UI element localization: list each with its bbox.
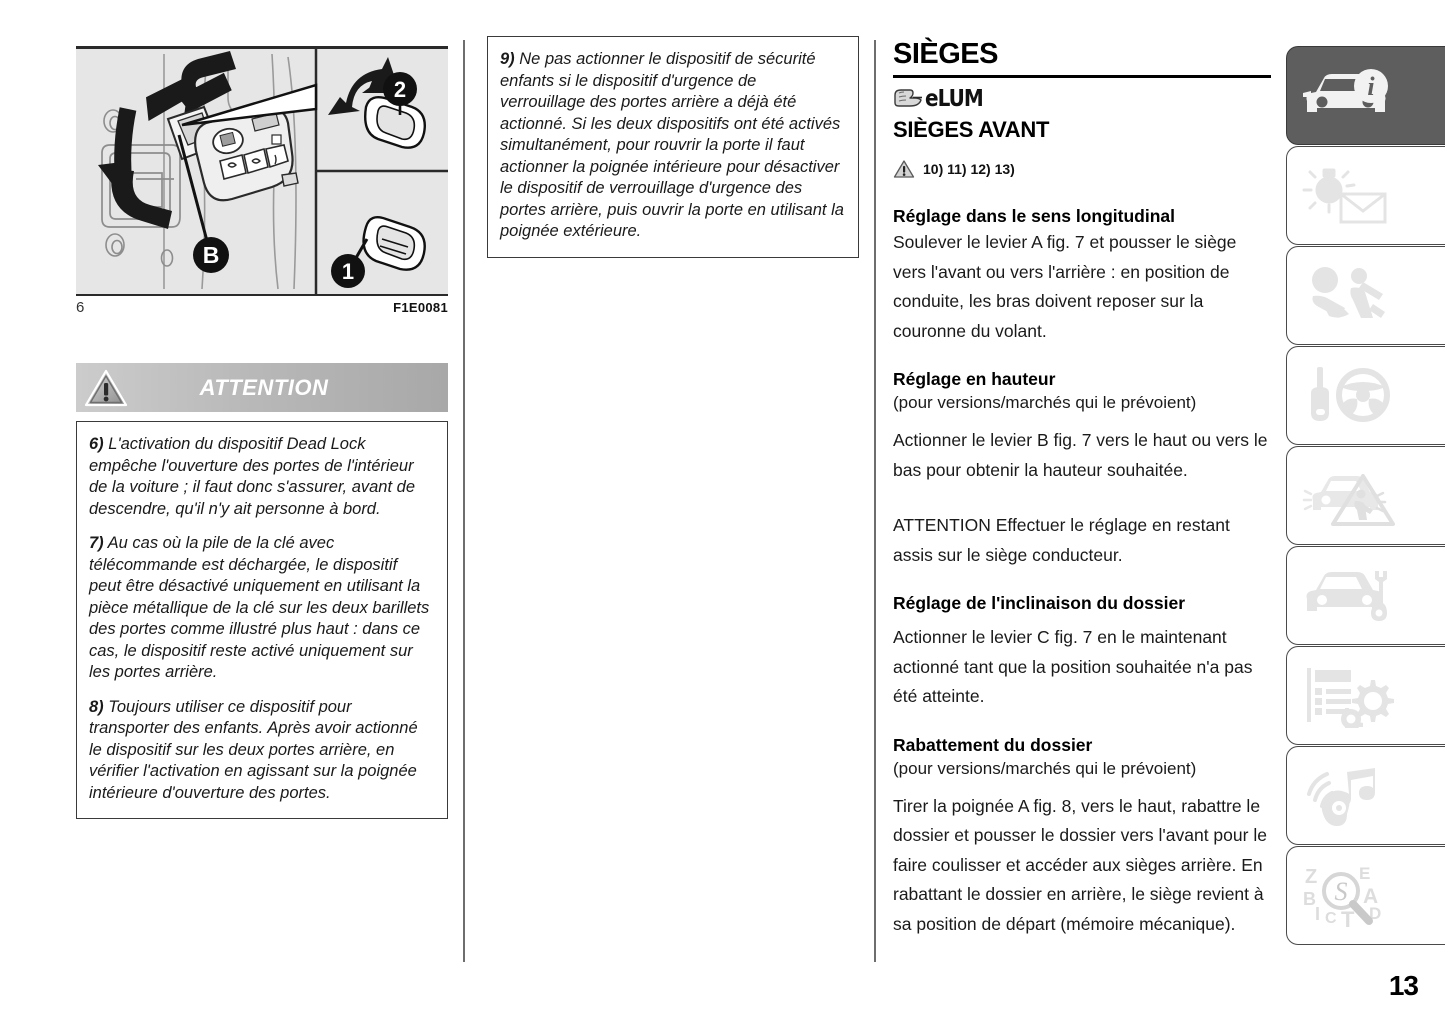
warning-references [893, 159, 1015, 179]
index-letter: C [1325, 909, 1337, 927]
warning-triangle-icon [84, 368, 128, 408]
body-content [893, 205, 1271, 939]
car-info-icon [1301, 65, 1393, 127]
figure-caption [76, 294, 448, 322]
subheading: Réglage dans le sens longitudinal [893, 206, 1175, 226]
subheading: Réglage de l'inclinaison du dossier [893, 593, 1186, 613]
cross-reference [893, 84, 983, 112]
sidebar-item-start-and-drive[interactable] [1286, 346, 1445, 445]
specifications-icon [1301, 664, 1395, 728]
note-number: 6) [89, 435, 104, 453]
market-note: (pour versions/marchés qui le prévoient) [893, 393, 1197, 412]
sidebar-item-car-info[interactable] [1286, 46, 1445, 145]
body-paragraph: Soulever le levier A fig. 7 et pousser le siège vers l'avant ou vers l'arrière : en position de conduite, les bras doivent reposer sur la couronne du volant. [893, 232, 1237, 341]
note-text: Ne pas actionner le dispositif de sécurité enfants si le dispositif d'urgence de verrouillage des portes arrière a déjà été actionné. Si les deux dispositifs ont été activés simultanément, pour rouvrir la porte il faut actionner la poignée intérieure pour désactiver le dispositif de verrouillage d'urgence des portes arrière, puis ouvrir la porte en utilisant la poignée extérieure. [500, 50, 844, 240]
subheading: Rabattement du dossier [893, 734, 1093, 755]
note-item [89, 533, 433, 684]
svg-text:i: i [1367, 71, 1375, 101]
left-column [76, 0, 448, 1020]
figure-block [76, 46, 448, 322]
subheading: Réglage en hauteur [893, 369, 1056, 389]
sidebar-item-safety[interactable] [1286, 246, 1445, 345]
attention-notes-middle [487, 36, 859, 258]
index-letter: Z [1305, 865, 1318, 888]
key-and-door-lock-diagram-icon [76, 49, 448, 294]
section-title: SIÈGES AVANT [893, 117, 1050, 142]
svg-text:2: 2 [393, 77, 407, 102]
index-letter: T [1341, 906, 1355, 929]
sidebar-item-lights-and-signals[interactable] [1286, 146, 1445, 245]
warning-triangle-small-icon [893, 159, 915, 179]
note-number: 7) [89, 534, 104, 552]
multimedia-icon [1301, 764, 1393, 828]
index-letter: B [1303, 888, 1316, 909]
chapter-tab-strip [1286, 46, 1445, 946]
note-item [500, 49, 844, 243]
page-number: 13 [1388, 970, 1418, 1001]
index-letter: A [1363, 884, 1379, 908]
middle-column [487, 0, 859, 1020]
market-note: (pour versions/marchés qui le prévoient) [893, 758, 1197, 778]
svg-text:B: B [202, 242, 220, 268]
note-item [89, 697, 433, 805]
body-paragraph: ATTENTION Effectuer le réglage en restant assis sur le siège conducteur. [893, 515, 1230, 565]
note-text: L'activation du dispositif Dead Lock empêche l'ouverture des portes de l'intérieur de la voiture ; il faut donc s'assurer, avant de descendre, qu'il n'y ait personne à bord. [89, 435, 416, 518]
index-letter: E [1359, 863, 1371, 883]
emergency-warning-icon [1301, 464, 1395, 528]
alphabetical-index-icon [1301, 863, 1409, 929]
attention-title: ATTENTION [199, 374, 329, 400]
right-column [893, 0, 1271, 1020]
body-paragraph: Actionner le levier C fig. 7 en le maintenant actionné tant que la position souhaitée n'a pas été atteinte. [893, 627, 1253, 706]
lights-and-mail-icon [1301, 164, 1393, 228]
body-paragraph: Tirer la poignée A fig. 8, vers le haut, rabattre le dossier et pousser le dossier vers l'avant pour le faire coulisser et accéder aux sièges arrière. En rabattant le dossier en arrière, le siège revient à sa position de départ (mémoire mécanique). [893, 795, 1267, 934]
figure-number: 6 [76, 299, 85, 316]
body-paragraph: Actionner le levier B fig. 7 vers le haut ou vers le bas pour obtenir la hauteur souhaitée. [893, 430, 1268, 480]
seatbelt-safety-icon [1301, 264, 1393, 328]
note-number: 8) [89, 697, 104, 716]
sidebar-item-multimedia[interactable] [1286, 746, 1445, 845]
pointing-hand-icon [893, 86, 923, 110]
index-letter: I [1315, 903, 1321, 924]
page-title: SIÈGES [893, 38, 1271, 78]
sidebar-item-emergency[interactable] [1286, 446, 1445, 545]
svg-text:S: S [1334, 876, 1348, 906]
sidebar-item-maintenance[interactable] [1286, 546, 1445, 645]
figure-illustration [76, 46, 448, 294]
key-steering-wheel-icon [1301, 365, 1393, 427]
cross-reference-label: eLUM [925, 84, 983, 112]
warning-reference-numbers: 10) 11) 12) 13) [923, 161, 1015, 177]
car-maintenance-icon [1301, 565, 1393, 627]
note-text: Toujours utiliser ce dispositif pour transporter des enfants. Après avoir actionné le dispositif sur les deux portes arrière, en vérifier l'activation en agissant sur la poignée intérieure d'ouverture des portes. [89, 697, 418, 802]
sidebar-item-index[interactable] [1286, 846, 1445, 945]
sidebar-item-specifications[interactable] [1286, 646, 1445, 745]
figure-code: F1E0081 [393, 300, 448, 315]
column-divider-left [463, 40, 465, 962]
svg-text:1: 1 [341, 259, 355, 284]
column-divider-right [874, 40, 876, 962]
attention-banner [76, 363, 448, 412]
note-item [89, 434, 433, 520]
note-number: 9) [500, 50, 515, 68]
index-letter: D [1369, 903, 1382, 923]
note-text: Au cas où la pile de la clé avec télécommande est déchargée, le dispositif peut être désactivé uniquement en utilisant la pièce métallique de la clé sur les deux barillets des portes comme illustré plus haut : dans ce cas, le dispositif reste activé uniquement sur les portes arrière. [89, 534, 430, 681]
attention-notes-left [76, 421, 448, 819]
